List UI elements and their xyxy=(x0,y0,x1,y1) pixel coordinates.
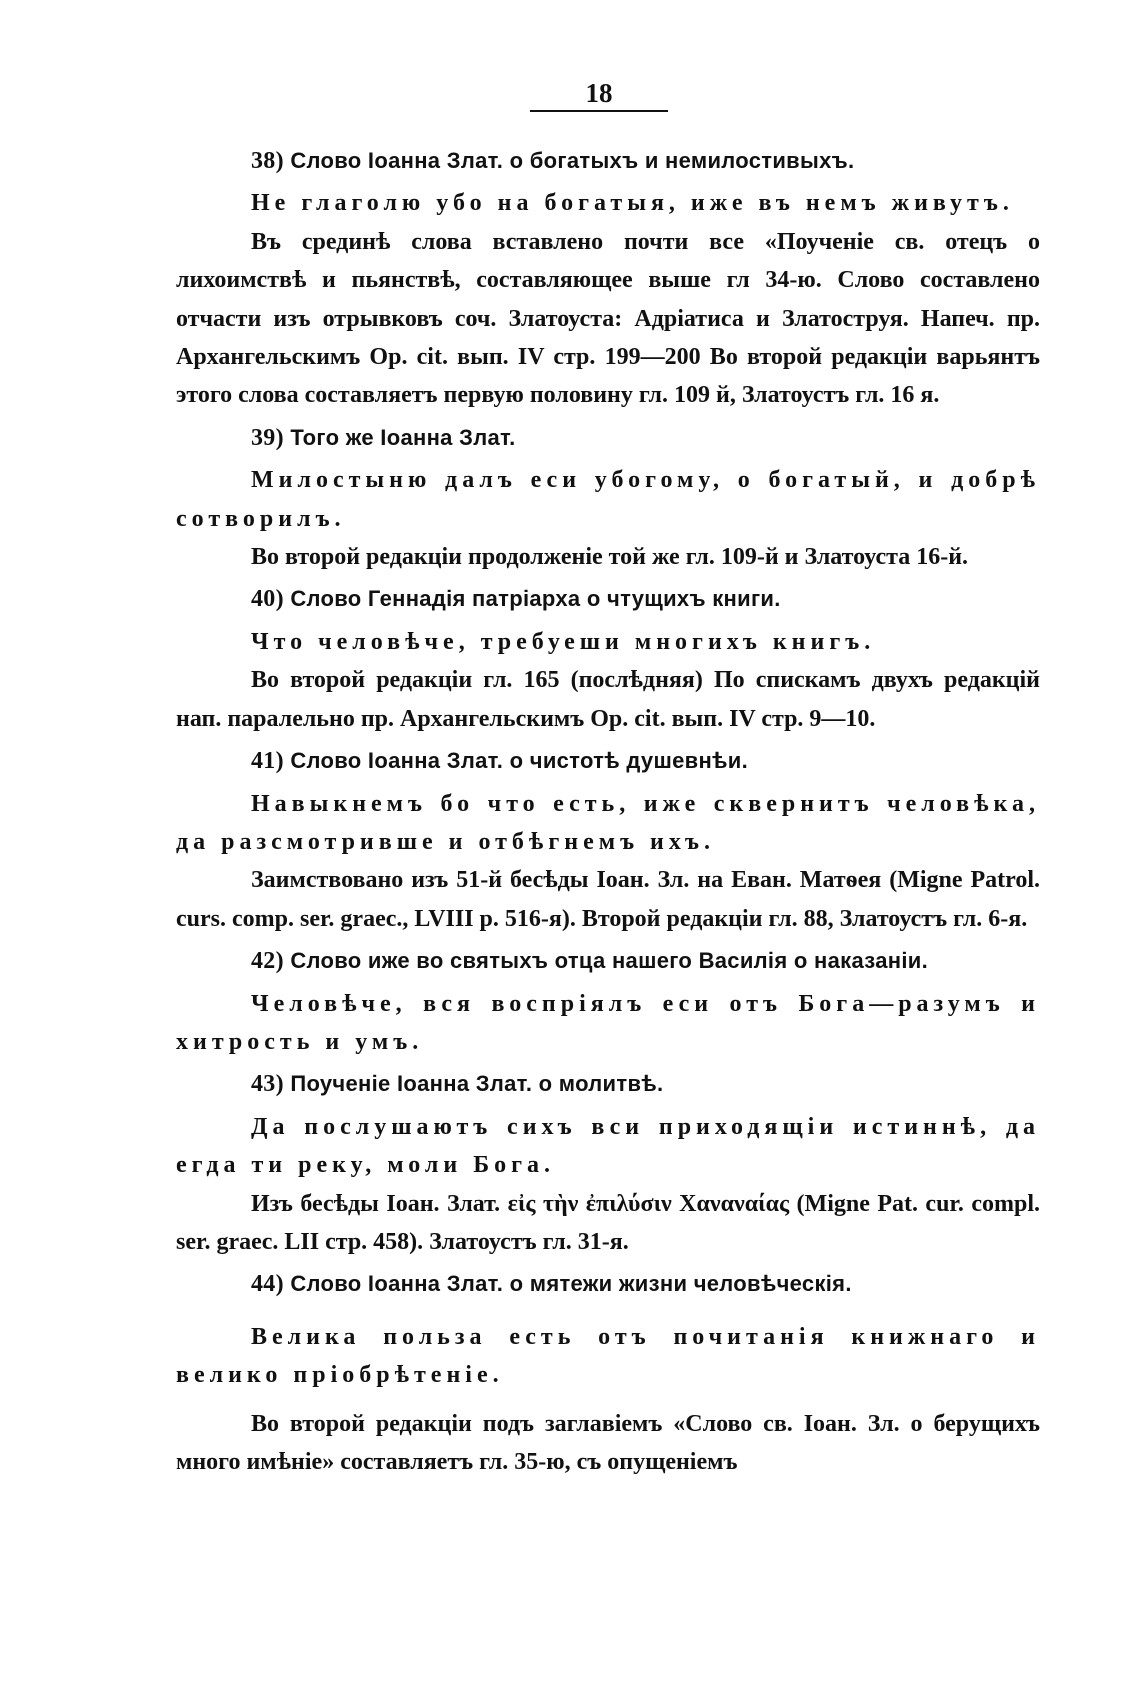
entry-heading xyxy=(176,580,1040,618)
entry-heading xyxy=(176,419,1040,457)
entry-title: Слово Іоанна Злат. о богатыхъ и немилостивыхъ. xyxy=(290,148,855,173)
entry-title: Слово Іоанна Злат. о мятежи жизни человѣческія. xyxy=(290,1271,852,1297)
spacer xyxy=(176,1395,1040,1405)
entry-heading xyxy=(176,1265,1040,1303)
entry-number: 42) xyxy=(251,948,284,975)
entry xyxy=(176,419,1040,577)
entry xyxy=(176,142,1040,415)
entry-note: Въ срединѣ слова вставлено почти все «Поученіе св. отецъ о лихоимствѣ и пьянствѣ, составляющее выше гл 34-ю. Слово составлено отчасти изъ отрывковъ соч. Златоуста: Адріатиса и Златоструя. Напеч. пр. Архангельскимъ Ор. cit. вып. IV стр. 199—200 Во второй редакціи варьянтъ этого слова составляетъ первую половину гл. 109 й, Златоустъ гл. 16 я. xyxy=(176,228,1040,409)
entry-incipit: Не глаголю убо на богатыя, иже въ немъ живутъ. xyxy=(251,190,1014,217)
entry-title: Слово иже во святыхъ отца нашего Василія о наказаніи. xyxy=(290,948,928,974)
entry xyxy=(176,742,1040,938)
entry-incipit: Велика польза есть отъ почитанія книжнаго и велико пріобрѣтеніе. xyxy=(176,1323,1040,1389)
entry-note: Изъ бесѣды Іоан. Злат. εἰς τὴν ἐπιλύσιν Χαναναίας (Migne Pat. cur. compl. ser. graec. LII стр. 458). Златоустъ гл. 31-я. xyxy=(176,1190,1040,1255)
entry-note: Заимствовано изъ 51-й бесѣды Іоан. Зл. на Еван. Матѳея (Migne Patrol. curs. comp. ser. graec., LVIII p. 516-я). Второй редакціи гл. 88, Златоустъ гл. 6-я. xyxy=(176,867,1040,932)
page-number: 18 xyxy=(530,78,668,112)
entry-title: Слово Геннадія патріарха о чтущихъ книги. xyxy=(290,586,781,612)
entry-incipit: Что человѣче, требуеши многихъ книгъ. xyxy=(251,628,876,655)
entry-number: 41) xyxy=(251,748,284,775)
entry-heading xyxy=(176,742,1040,780)
entry-title: Того же Іоанна Злат. xyxy=(290,424,516,450)
document-body xyxy=(176,142,1040,1481)
entry-heading xyxy=(176,142,1040,180)
entry-title: Поученіе Іоанна Злат. о молитвѣ. xyxy=(290,1071,664,1097)
entry-number: 40) xyxy=(251,586,284,613)
page-header xyxy=(158,78,1040,112)
entry-note: Во второй редакціи продолженіе той же гл. 109-й и Златоуста 16-й. xyxy=(251,544,969,571)
entry-number: 39) xyxy=(251,424,284,451)
entry-heading xyxy=(176,1065,1040,1103)
entry xyxy=(176,1265,1040,1481)
entry-number: 44) xyxy=(251,1271,284,1298)
entry-note: Во второй редакціи гл. 165 (послѣдняя) По спискамъ двухъ редакцій нап. паралельно пр. Архангельскимъ Ор. cit. вып. IV стр. 9—10. xyxy=(176,667,1040,732)
entry-incipit: Милостыню далъ еси убогому, о богатый, и добрѣ сотворилъ. xyxy=(176,467,1040,532)
entry-heading xyxy=(176,942,1040,980)
entry-number: 38) xyxy=(251,148,284,174)
entry-title: Слово Іоанна Злат. о чистотѣ душевнѣи. xyxy=(290,748,749,774)
entry-number: 43) xyxy=(251,1071,284,1098)
entry xyxy=(176,942,1040,1061)
entry xyxy=(176,1065,1040,1261)
entry-note: Во второй редакціи подъ заглавіемъ «Слово св. Іоан. Зл. о берущихъ много имѣніе» составляетъ гл. 35-ю, съ опущеніемъ xyxy=(176,1410,1040,1475)
entry-incipit: Навыкнемъ бо что есть, иже сквернитъ человѣка, да разсмотривше и отбѣгнемъ ихъ. xyxy=(176,790,1040,855)
entry-incipit: Человѣче, вся воспріялъ еси отъ Бога—разумъ и хитрость и умъ. xyxy=(176,990,1040,1055)
entry-incipit: Да послушаютъ сихъ вси приходящіи истиннѣ, да егда ти реку, моли Бога. xyxy=(176,1113,1040,1179)
spacer xyxy=(176,1308,1040,1318)
entry xyxy=(176,580,1040,738)
